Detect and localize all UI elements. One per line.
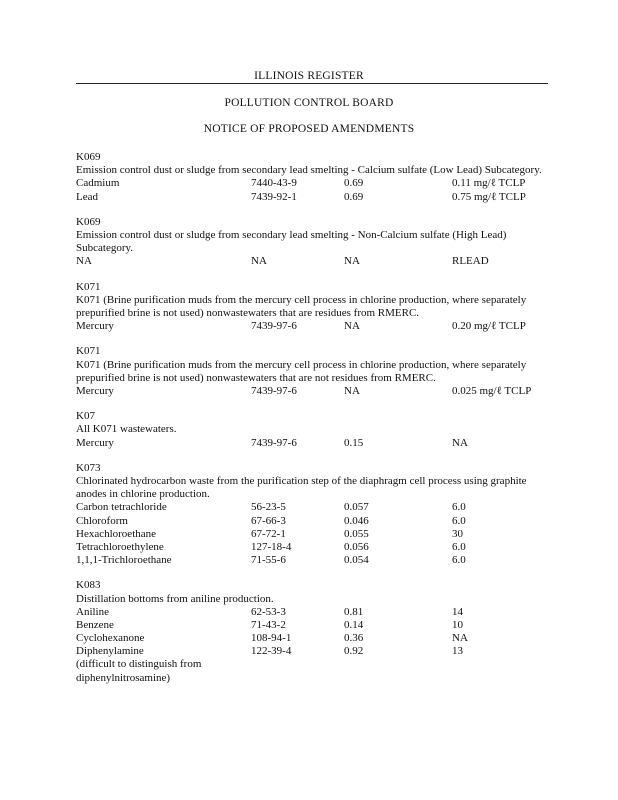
waste-code-block bbox=[76, 216, 556, 269]
cas-number: 122-39-4 bbox=[251, 645, 292, 658]
constituent-name: 1,1,1-Trichloroethane bbox=[76, 554, 172, 567]
constituent-row bbox=[76, 619, 556, 632]
cas-number: 127-18-4 bbox=[251, 540, 292, 553]
constituent-name: Mercury bbox=[76, 384, 114, 397]
cas-number: 62-53-3 bbox=[251, 605, 286, 618]
nonwastewater-standard: 6.0 bbox=[452, 501, 466, 514]
waste-description: Chlorinated hydrocarbon waste from the purification step of the diaphragm cell process using graphite anodes in chlorine production. bbox=[76, 474, 527, 501]
nonwastewater-standard: 0.20 mg/ℓ TCLP bbox=[452, 320, 526, 333]
nonwastewater-standard: NA bbox=[452, 632, 468, 645]
constituent-row bbox=[76, 255, 556, 268]
wastewater-standard: NA bbox=[344, 255, 360, 268]
constituent-row bbox=[76, 501, 556, 514]
wastewater-standard: 0.15 bbox=[344, 436, 364, 449]
cas-number: 108-94-1 bbox=[251, 632, 292, 645]
waste-code-block bbox=[76, 345, 556, 398]
waste-description: Distillation bottoms from aniline production. bbox=[76, 592, 274, 605]
wastewater-standard: 0.69 bbox=[344, 190, 364, 203]
constituent-name: Lead bbox=[76, 190, 98, 203]
nonwastewater-standard: 13 bbox=[452, 645, 463, 658]
constituent-row bbox=[76, 528, 556, 541]
cas-number: 7439-97-6 bbox=[251, 384, 297, 397]
cas-number: 7439-97-6 bbox=[251, 436, 297, 449]
cas-number: 71-55-6 bbox=[251, 554, 286, 567]
waste-code: K07 bbox=[76, 410, 95, 423]
nonwastewater-standard: 6.0 bbox=[452, 514, 466, 527]
waste-description: Emission control dust or sludge from secondary lead smelting - Non-Calcium sulfate (High Lead) Subcategory. bbox=[76, 228, 507, 255]
constituent-name: Chloroform bbox=[76, 514, 128, 527]
constituent-name: Cyclohexanone bbox=[76, 632, 145, 645]
waste-code-block bbox=[76, 410, 556, 450]
waste-description: All K071 wastewaters. bbox=[76, 423, 177, 436]
wastewater-standard: 0.046 bbox=[344, 514, 369, 527]
constituent-name: Cadmium bbox=[76, 177, 120, 190]
constituent-name: Benzene bbox=[76, 618, 114, 631]
header-rule bbox=[76, 83, 548, 84]
wastewater-standard: 0.057 bbox=[344, 501, 369, 514]
waste-code-listing bbox=[76, 151, 556, 697]
waste-code-block bbox=[76, 462, 556, 568]
register-title: ILLINOIS REGISTER bbox=[254, 70, 364, 82]
wastewater-standard: 0.055 bbox=[344, 527, 369, 540]
wastewater-standard: 0.36 bbox=[344, 632, 364, 645]
board-title: POLLUTION CONTROL BOARD bbox=[224, 97, 394, 109]
constituent-row bbox=[76, 645, 556, 658]
waste-code-block bbox=[76, 281, 556, 334]
wastewater-standard: NA bbox=[344, 384, 360, 397]
waste-code: K071 bbox=[76, 280, 101, 293]
cas-number: 7440-43-9 bbox=[251, 177, 297, 190]
nonwastewater-standard: RLEAD bbox=[452, 255, 489, 268]
constituent-name: Tetrachloroethylene bbox=[76, 540, 164, 553]
cas-number: 67-72-1 bbox=[251, 527, 286, 540]
constituent-row bbox=[76, 191, 556, 204]
waste-code: K069 bbox=[76, 151, 101, 163]
constituent-name: Hexachloroethane bbox=[76, 527, 157, 540]
nonwastewater-standard: 0.11 mg/ℓ TCLP bbox=[452, 177, 526, 190]
constituent-row bbox=[76, 515, 556, 528]
constituent-row bbox=[76, 554, 556, 567]
cas-number: 71-43-2 bbox=[251, 618, 286, 631]
cas-number: 7439-97-6 bbox=[251, 320, 297, 333]
cas-number: 67-66-3 bbox=[251, 514, 286, 527]
wastewater-standard: 0.81 bbox=[344, 605, 364, 618]
nonwastewater-standard: NA bbox=[452, 436, 468, 449]
waste-description: K071 (Brine purification muds from the mercury cell process in chlorine production, where separately prepurified brine is not used) nonwastewaters that are residues from RMERC. bbox=[76, 293, 527, 319]
nonwastewater-standard: 30 bbox=[452, 527, 463, 540]
wastewater-standard: 0.054 bbox=[344, 554, 369, 567]
cas-number: 7439-92-1 bbox=[251, 190, 297, 203]
constituent-row bbox=[76, 437, 556, 450]
constituent-name: Diphenylamine bbox=[76, 645, 144, 658]
nonwastewater-standard: 6.0 bbox=[452, 554, 466, 567]
nonwastewater-standard: 0.75 mg/ℓ TCLP bbox=[452, 190, 526, 203]
wastewater-standard: 0.69 bbox=[344, 177, 364, 190]
constituent-row bbox=[76, 606, 556, 619]
waste-code: K073 bbox=[76, 461, 101, 474]
constituent-row bbox=[76, 385, 556, 398]
waste-code: K071 bbox=[76, 345, 101, 358]
nonwastewater-standard: 10 bbox=[452, 618, 463, 631]
wastewater-standard: 0.14 bbox=[344, 618, 364, 631]
constituent-name: Aniline bbox=[76, 605, 109, 618]
nonwastewater-standard: 14 bbox=[452, 605, 463, 618]
waste-description: K071 (Brine purification muds from the mercury cell process in chlorine production, where separately prepurified brine is not used) nonwastewaters that are not residues from RMERC. bbox=[76, 358, 527, 384]
constituent-row bbox=[76, 541, 556, 554]
cas-number: 56-23-5 bbox=[251, 501, 286, 514]
waste-code-block bbox=[76, 151, 556, 204]
notice-title: NOTICE OF PROPOSED AMENDMENTS bbox=[203, 123, 415, 135]
nonwastewater-standard: 0.025 mg/ℓ TCLP bbox=[452, 384, 532, 397]
constituent-note: diphenylnitrosamine) bbox=[76, 671, 171, 684]
nonwastewater-standard: 6.0 bbox=[452, 540, 466, 553]
waste-code: K083 bbox=[76, 579, 101, 592]
cas-number: NA bbox=[251, 255, 267, 268]
wastewater-standard: 0.92 bbox=[344, 645, 364, 658]
constituent-row bbox=[76, 320, 556, 333]
wastewater-standard: NA bbox=[344, 320, 360, 333]
waste-code-block bbox=[76, 579, 556, 685]
constituent-name: Mercury bbox=[76, 320, 114, 333]
constituent-name: Mercury bbox=[76, 436, 114, 449]
constituent-row bbox=[76, 177, 556, 190]
constituent-name: Carbon tetrachloride bbox=[76, 501, 167, 514]
constituent-note: (difficult to distinguish from bbox=[76, 658, 202, 671]
constituent-row bbox=[76, 632, 556, 645]
wastewater-standard: 0.056 bbox=[344, 540, 369, 553]
waste-code: K069 bbox=[76, 215, 101, 228]
constituent-name: NA bbox=[76, 255, 92, 268]
waste-description: Emission control dust or sludge from secondary lead smelting - Calcium sulfate (Low Lead) Subcategory. bbox=[76, 164, 542, 177]
